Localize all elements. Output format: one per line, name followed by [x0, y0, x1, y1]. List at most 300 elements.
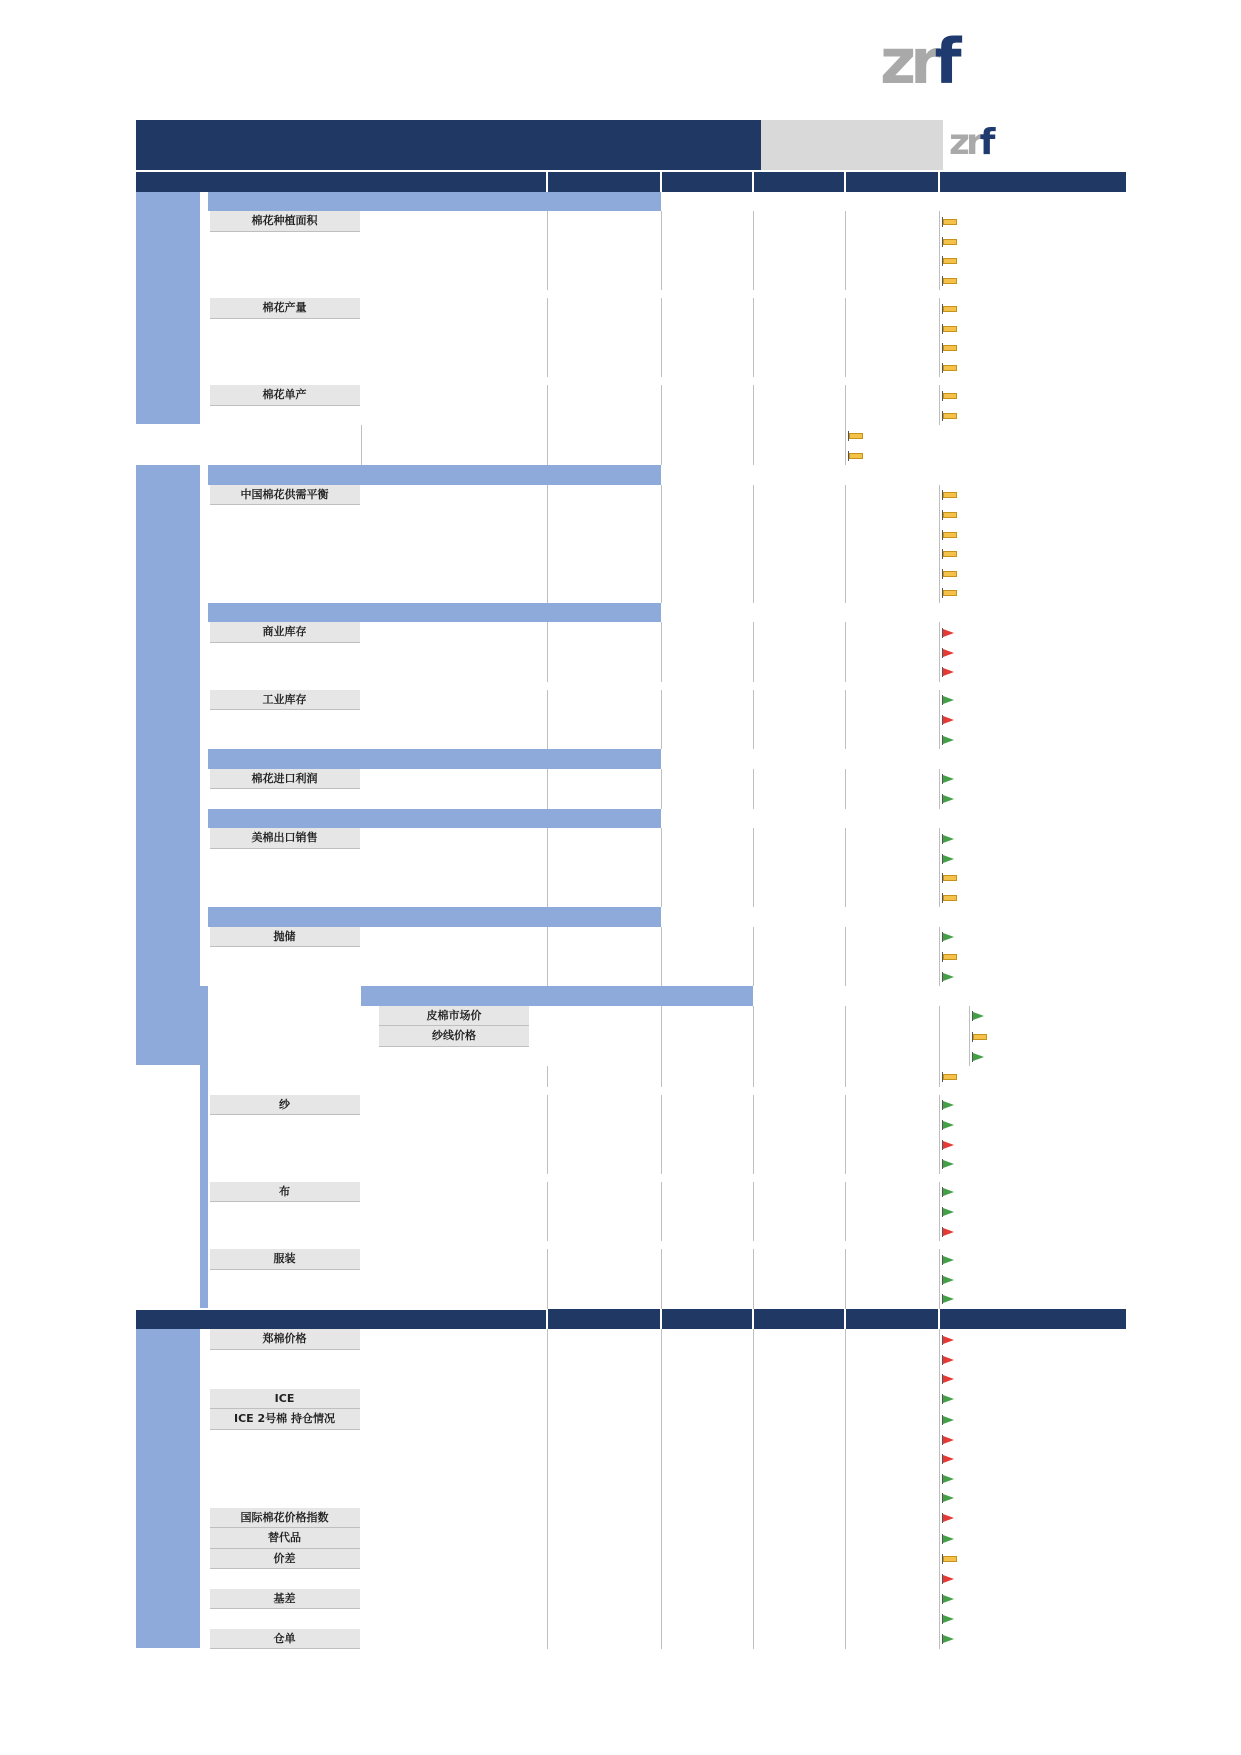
row-previous: [753, 888, 845, 908]
row-current: [661, 622, 753, 643]
row-change: [845, 385, 939, 406]
brand-logo: [880, 25, 1160, 98]
row-current: [547, 446, 661, 466]
row-unit: [547, 1369, 661, 1389]
table-row: [136, 358, 1127, 378]
row-current: [661, 251, 753, 271]
trend-flag-icon: [939, 1289, 969, 1309]
section-reserve: [208, 907, 661, 927]
row-current: [661, 967, 753, 987]
row-category: [208, 1369, 361, 1389]
row-percent: [969, 662, 1127, 682]
row-change: [845, 769, 939, 790]
row-item: [361, 1569, 547, 1589]
row-current: [661, 583, 753, 603]
row-category: [200, 425, 208, 446]
row-current: [661, 1629, 753, 1650]
row-unit: [547, 947, 661, 967]
row-current: [661, 1154, 753, 1174]
row-unit: [547, 662, 661, 682]
row-item: [361, 622, 547, 643]
row-item: [361, 1508, 547, 1529]
row-change: [845, 1569, 939, 1589]
row-category: [208, 505, 361, 525]
row-category: [208, 1066, 361, 1087]
table-row: [136, 425, 1127, 446]
row-category: [208, 251, 361, 271]
row-percent: [969, 1609, 1127, 1629]
trend-flag-icon: [969, 1026, 1127, 1047]
row-change: [845, 1469, 939, 1489]
row-current: [661, 232, 753, 252]
row-unit: [547, 1430, 661, 1450]
trend-flag-icon: [939, 211, 969, 232]
row-percent: [969, 564, 1127, 584]
row-percent: [969, 868, 1127, 888]
row-change: [845, 730, 939, 750]
row-change: [845, 1430, 939, 1450]
row-previous: [753, 544, 845, 564]
trend-flag-icon: [939, 662, 969, 682]
row-previous: [753, 1389, 845, 1410]
row-percent: [969, 643, 1127, 663]
row-previous: [753, 1369, 845, 1389]
row-item: [361, 1222, 547, 1242]
table-row: [136, 888, 1127, 908]
row-category: [208, 358, 361, 378]
row-category: [208, 1202, 361, 1222]
trend-flag-icon: [939, 1202, 969, 1222]
table-row: [136, 769, 1127, 790]
table-row: [136, 690, 1127, 711]
row-unit: [547, 1222, 661, 1242]
row-unit: [661, 1026, 753, 1047]
trend-flag-icon: [939, 1115, 969, 1135]
table-row: [136, 789, 1127, 809]
row-current: [661, 1488, 753, 1508]
row-unit: [547, 406, 661, 426]
row-percent: [969, 1095, 1127, 1116]
row-percent: [969, 1409, 1127, 1430]
row-category: 基差: [208, 1589, 361, 1610]
trend-flag-icon: [939, 1488, 969, 1508]
row-percent: [969, 525, 1127, 545]
table-row: [136, 211, 1127, 232]
row-percent: [969, 1488, 1127, 1508]
row-percent: [969, 1469, 1127, 1489]
row-current: [661, 927, 753, 948]
row-percent: [969, 1222, 1127, 1242]
trend-flag-icon: [939, 967, 969, 987]
row-item: [361, 868, 547, 888]
row-change: [845, 525, 939, 545]
row-item: [547, 1006, 661, 1027]
row-unit: [547, 583, 661, 603]
header-prev: [753, 1309, 845, 1330]
row-previous: [753, 406, 845, 426]
row-current: [661, 211, 753, 232]
table-row: [136, 1249, 1127, 1270]
row-previous: [753, 1629, 845, 1650]
row-category: [361, 1047, 547, 1067]
row-item: [361, 1469, 547, 1489]
trend-flag-icon: [939, 338, 969, 358]
row-category: [208, 1449, 361, 1469]
row-unit: [547, 1409, 661, 1430]
row-current: [661, 662, 753, 682]
row-unit: [547, 271, 661, 291]
row-unit: [547, 690, 661, 711]
row-item: [361, 1095, 547, 1116]
row-current: [661, 868, 753, 888]
row-previous: [753, 967, 845, 987]
row-change: [845, 662, 939, 682]
row-category: [208, 525, 361, 545]
row-category: [208, 730, 361, 750]
row-percent: [969, 544, 1127, 564]
row-previous: [753, 828, 845, 849]
row-change: [845, 1202, 939, 1222]
trend-flag-icon: [939, 298, 969, 319]
row-unit: [547, 564, 661, 584]
trend-flag-icon: [939, 544, 969, 564]
section-plant: [208, 192, 661, 212]
row-percent: [969, 358, 1127, 378]
trend-flag-icon: [939, 1350, 969, 1370]
row-category: 替代品: [208, 1528, 361, 1549]
row-change: [845, 298, 939, 319]
row-category: ICE: [208, 1389, 361, 1410]
row-previous: [753, 1270, 845, 1290]
row-change: [845, 849, 939, 869]
row-item: [361, 947, 547, 967]
row-category: 棉花进口利润: [208, 769, 361, 790]
row-item: [361, 1589, 547, 1610]
row-previous: [845, 1006, 939, 1027]
row-unit: [547, 1589, 661, 1610]
row-change: [845, 1508, 939, 1529]
row-unit: [547, 828, 661, 849]
row-current: [661, 1350, 753, 1370]
row-previous: [753, 730, 845, 750]
trend-flag-icon: [939, 564, 969, 584]
row-category: ICE 2号棉 持仓情况: [208, 1409, 361, 1430]
trend-flag-icon: [939, 525, 969, 545]
row-current: [661, 338, 753, 358]
row-current: [753, 1006, 845, 1027]
row-percent: [969, 1569, 1127, 1589]
row-unit: [547, 1549, 661, 1570]
table-row: [136, 927, 1127, 948]
row-current: [661, 1549, 753, 1570]
row-unit: [547, 622, 661, 643]
header-pct: [939, 172, 1127, 192]
header-cur: [661, 1309, 753, 1330]
row-percent: [969, 1115, 1127, 1135]
table-row: [136, 828, 1127, 849]
row-category: [208, 643, 361, 663]
row-previous: [753, 1449, 845, 1469]
header-unit: [547, 1309, 661, 1330]
trend-flag-icon: [939, 319, 969, 339]
row-category: 国际棉花价格指数: [208, 1508, 361, 1529]
table-row: [136, 232, 1127, 252]
row-current: [661, 1095, 753, 1116]
trend-flag-icon: [939, 828, 969, 849]
row-unit: [547, 1270, 661, 1290]
row-item: [361, 888, 547, 908]
row-item: [361, 1350, 547, 1370]
table-row: [136, 1589, 1127, 1610]
update-date: [761, 120, 943, 170]
trend-flag-icon: [939, 1389, 969, 1410]
row-category: [208, 710, 361, 730]
row-unit: [547, 1095, 661, 1116]
row-current: [661, 789, 753, 809]
row-previous: [753, 769, 845, 790]
row-unit: [547, 1135, 661, 1155]
row-percent: [969, 505, 1127, 525]
section-row: [136, 986, 1127, 1006]
row-percent: [969, 406, 1127, 426]
row-category: 棉花产量: [208, 298, 361, 319]
row-category: [208, 868, 361, 888]
row-category: [208, 583, 361, 603]
row-item: [361, 211, 547, 232]
row-unit: [661, 1006, 753, 1027]
row-item: [361, 1609, 547, 1629]
row-item: [361, 710, 547, 730]
row-item: [361, 1135, 547, 1155]
row-current: [661, 1469, 753, 1489]
row-item: [361, 1488, 547, 1508]
row-previous: [753, 1589, 845, 1610]
row-category: [208, 789, 361, 809]
row-category: [208, 1222, 361, 1242]
row-percent: [969, 211, 1127, 232]
row-change: [845, 564, 939, 584]
row-item: [361, 1202, 547, 1222]
row-unit: [547, 338, 661, 358]
row-change: [845, 1609, 939, 1629]
trend-flag-icon: [939, 947, 969, 967]
row-unit: [361, 446, 547, 466]
table-row: [136, 1006, 1127, 1027]
trend-flag-icon: [939, 1569, 969, 1589]
row-previous: [753, 1115, 845, 1135]
table-row: [136, 1488, 1127, 1508]
row-item: [361, 927, 547, 948]
row-unit: [361, 425, 547, 446]
table-row: [136, 338, 1127, 358]
table-row: [136, 251, 1127, 271]
row-unit: [547, 1154, 661, 1174]
table-row: [136, 662, 1127, 682]
row-category: [208, 338, 361, 358]
header-label: [136, 172, 547, 192]
trend-flag-icon: [939, 690, 969, 711]
row-percent: [969, 1430, 1127, 1450]
zone-up: [136, 192, 200, 426]
row-item: [547, 1026, 661, 1047]
row-previous: [753, 298, 845, 319]
row-previous: [753, 319, 845, 339]
row-item: [361, 1289, 547, 1309]
row-item: [361, 1329, 547, 1350]
row-change: [845, 710, 939, 730]
row-percent: [969, 1350, 1127, 1370]
row-change: [845, 1154, 939, 1174]
row-category: [208, 1350, 361, 1370]
row-previous: [753, 505, 845, 525]
row-category: [208, 1270, 361, 1290]
row-percent: [969, 271, 1127, 291]
header-unit: [547, 172, 661, 192]
row-unit: [547, 1488, 661, 1508]
row-previous: [753, 338, 845, 358]
row-item: [361, 1629, 547, 1650]
row-category: 抛储: [208, 927, 361, 948]
row-percent: [969, 690, 1127, 711]
section-balance: [208, 465, 661, 485]
table-row: [136, 1289, 1127, 1309]
row-current: [661, 1389, 753, 1410]
row-item: [361, 319, 547, 339]
data-table: [136, 172, 1127, 1650]
table-row: [136, 1389, 1127, 1410]
row-change: [845, 1528, 939, 1549]
header-cur: [661, 172, 753, 192]
row-previous: [753, 485, 845, 506]
row-change: [845, 643, 939, 663]
row-category: [208, 319, 361, 339]
row-current: [661, 849, 753, 869]
table-row: [136, 710, 1127, 730]
row-unit: [547, 1469, 661, 1489]
row-current: [661, 525, 753, 545]
table-row: [136, 564, 1127, 584]
row-percent: [969, 1066, 1127, 1087]
table-row: [136, 1569, 1127, 1589]
row-item: [361, 643, 547, 663]
row-percent: [969, 710, 1127, 730]
row-unit: [547, 385, 661, 406]
row-unit: [547, 1449, 661, 1469]
section-stock: [208, 603, 661, 623]
row-current: [661, 1202, 753, 1222]
row-item: [547, 1047, 661, 1067]
row-percent: [969, 947, 1127, 967]
row-unit: [547, 1609, 661, 1629]
row-unit: [547, 1350, 661, 1370]
row-previous: [753, 1469, 845, 1489]
row-unit: [547, 251, 661, 271]
row-previous: [661, 425, 753, 446]
row-item: [361, 1449, 547, 1469]
row-previous: [753, 211, 845, 232]
row-item: [361, 1182, 547, 1203]
row-current: [661, 358, 753, 378]
row-item: [361, 1430, 547, 1450]
row-change: [845, 1329, 939, 1350]
table-row: [136, 1066, 1127, 1087]
brand-mark: zrf: [880, 25, 956, 98]
trend-flag-icon: [939, 927, 969, 948]
trend-flag-icon: [939, 710, 969, 730]
header-chg: [845, 1309, 939, 1330]
row-previous: [753, 710, 845, 730]
row-change: [845, 927, 939, 948]
row-category: [208, 849, 361, 869]
row-item: [361, 271, 547, 291]
row-current: [661, 1528, 753, 1549]
table-row: [136, 849, 1127, 869]
row-change: [845, 251, 939, 271]
row-percent: [969, 1549, 1127, 1570]
row-percent: [969, 1528, 1127, 1549]
row-category: [208, 1469, 361, 1489]
row-previous: [753, 1350, 845, 1370]
table-row: [136, 1528, 1127, 1549]
trend-flag-icon: [939, 1270, 969, 1290]
row-unit: [547, 298, 661, 319]
row-percent: [969, 251, 1127, 271]
row-change: [845, 338, 939, 358]
table-row: [136, 1182, 1127, 1203]
row-item: [361, 1369, 547, 1389]
trend-flag-icon: [939, 406, 969, 426]
row-previous: [753, 1508, 845, 1529]
row-percent: [969, 1389, 1127, 1410]
row-unit: [547, 1066, 661, 1087]
section-row: [136, 907, 1127, 927]
trend-flag-icon: [845, 446, 939, 466]
row-item: [361, 828, 547, 849]
row-category: 美棉出口销售: [208, 828, 361, 849]
row-item: [361, 1549, 547, 1570]
trend-flag-icon: [939, 789, 969, 809]
trend-flag-icon: [845, 425, 939, 446]
table-row: [136, 485, 1127, 506]
row-unit: [547, 1202, 661, 1222]
row-item: [361, 298, 547, 319]
row-current: [661, 1135, 753, 1155]
row-item: [361, 1154, 547, 1174]
row-unit: [547, 710, 661, 730]
table-row: [136, 967, 1127, 987]
table-row: [136, 947, 1127, 967]
row-category: [208, 564, 361, 584]
trend-flag-icon: [939, 271, 969, 291]
row-change: [845, 1135, 939, 1155]
trend-flag-icon: [939, 385, 969, 406]
table-row: [136, 1329, 1127, 1350]
row-current: [661, 544, 753, 564]
row-current: [661, 505, 753, 525]
row-previous: [753, 271, 845, 291]
row-current: [661, 1289, 753, 1309]
row-item: [361, 967, 547, 987]
section-row: [136, 809, 1127, 829]
row-item: [361, 525, 547, 545]
row-previous: [753, 1066, 845, 1087]
row-item: [361, 385, 547, 406]
table-row: [136, 1202, 1127, 1222]
row-current: [661, 1409, 753, 1430]
row-percent: [969, 583, 1127, 603]
trend-flag-icon: [969, 1006, 1127, 1027]
row-percent: [969, 1629, 1127, 1650]
